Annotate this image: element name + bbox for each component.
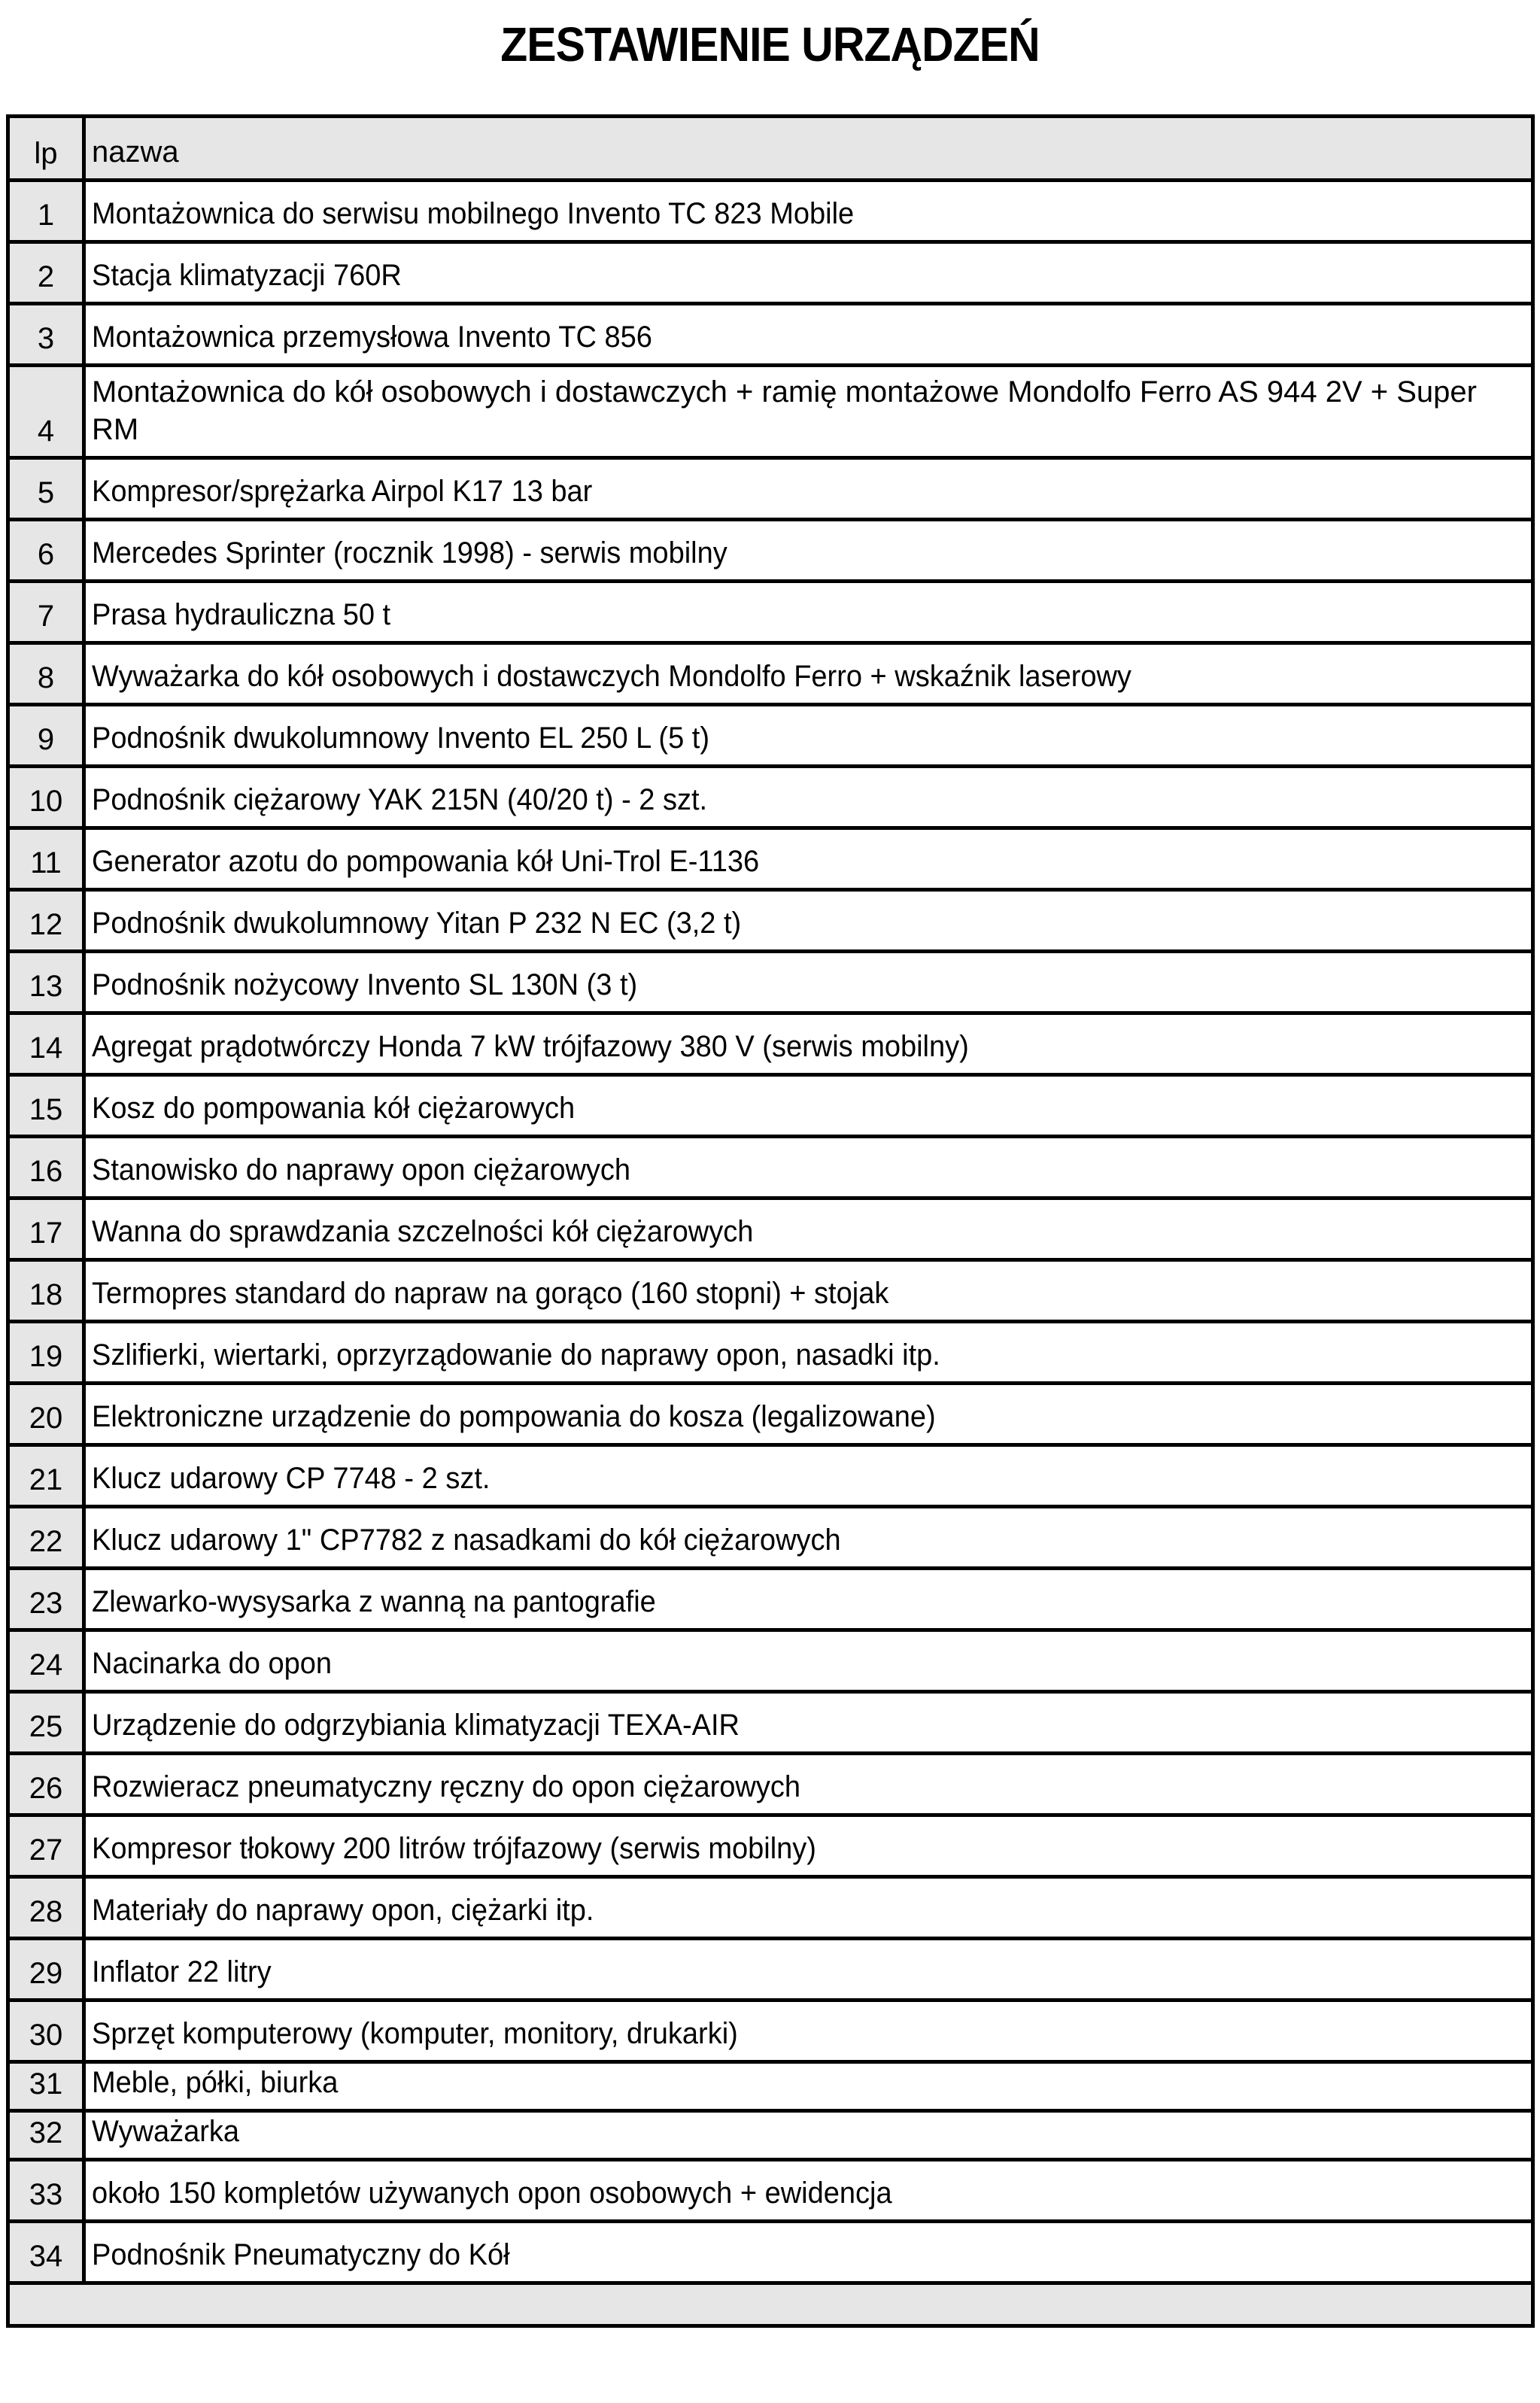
column-header-lp: lp: [8, 117, 84, 181]
equipment-table: [6, 114, 1535, 2328]
footer-cell: [8, 2283, 1533, 2326]
table-row: [8, 952, 1533, 1013]
table-row: [8, 1013, 1533, 1075]
row-name-cell: [84, 1507, 1533, 1569]
row-number: 10: [8, 767, 84, 828]
table-row: [8, 2111, 1533, 2160]
equipment-name: Podnośnik ciężarowy YAK 215N (40/20 t) - 2 szt.: [92, 783, 708, 816]
equipment-name: Termopres standard do napraw na gorąco (160 stopni) + stojak: [92, 1277, 889, 1310]
equipment-name: Wyważarka do kół osobowych i dostawczych Mondolfo Ferro + wskaźnik laserowy: [92, 660, 1131, 693]
row-name-cell: [84, 1137, 1533, 1198]
equipment-name: Urządzenie do odgrzybiania klimatyzacji TEXA-AIR: [92, 1709, 740, 1742]
document-title: ZESTAWIENIE URZĄDZEŃ: [500, 17, 1040, 71]
row-number: 17: [8, 1198, 84, 1260]
row-number: 25: [8, 1692, 84, 1754]
row-number: 23: [8, 1569, 84, 1630]
equipment-name: Podnośnik nożycowy Invento SL 130N (3 t): [92, 968, 638, 1001]
row-name-cell: [84, 1260, 1533, 1322]
equipment-name: Prasa hydrauliczna 50 t: [92, 598, 391, 631]
table-row: [8, 304, 1533, 366]
row-name-cell: [84, 1013, 1533, 1075]
row-name-cell: [84, 181, 1533, 242]
equipment-name: około 150 kompletów używanych opon osobowych + ewidencja: [92, 2177, 892, 2210]
equipment-name: Montażownica przemysłowa Invento TC 856: [92, 321, 652, 354]
table-row: [8, 242, 1533, 304]
row-name-cell: [84, 705, 1533, 767]
row-number: 7: [8, 582, 84, 643]
row-number: 6: [8, 520, 84, 582]
row-name-cell: [84, 2160, 1533, 2222]
row-name-cell: [84, 1939, 1533, 2000]
table-row: [8, 2222, 1533, 2283]
row-number: 29: [8, 1939, 84, 2000]
table-row: [8, 1754, 1533, 1815]
row-number: 13: [8, 952, 84, 1013]
row-name-cell: [84, 952, 1533, 1013]
table-row: [8, 767, 1533, 828]
row-number: 20: [8, 1384, 84, 1445]
equipment-name: Montażownica do serwisu mobilnego Invento TC 823 Mobile: [92, 197, 855, 230]
equipment-name: Szlifierki, wiertarki, oprzyrządowanie do naprawy opon, nasadki itp.: [92, 1338, 940, 1372]
equipment-name: Nacinarka do opon: [92, 1647, 332, 1680]
row-name-cell: [84, 1198, 1533, 1260]
row-number: 1: [8, 181, 84, 242]
table-row: [8, 643, 1533, 705]
table-footer-row: [8, 2283, 1533, 2326]
row-name-cell: [84, 1445, 1533, 1507]
table-row: [8, 582, 1533, 643]
row-number: 27: [8, 1815, 84, 1877]
table-row: [8, 1569, 1533, 1630]
table-row: [8, 1137, 1533, 1198]
row-number: 34: [8, 2222, 84, 2283]
table-row: [8, 2000, 1533, 2062]
equipment-name: Stacja klimatyzacji 760R: [92, 259, 402, 292]
row-number: 31: [8, 2062, 84, 2111]
equipment-name: Wanna do sprawdzania szczelności kół ciężarowych: [92, 1215, 754, 1248]
row-number: 33: [8, 2160, 84, 2222]
table-row: [8, 181, 1533, 242]
row-number: 3: [8, 304, 84, 366]
table-row: [8, 1507, 1533, 1569]
table-header-row: [8, 117, 1533, 181]
equipment-name: Podnośnik dwukolumnowy Yitan P 232 N EC (3,2 t): [92, 907, 742, 940]
row-number: 11: [8, 828, 84, 890]
row-number: 22: [8, 1507, 84, 1569]
equipment-name: Klucz udarowy 1" CP7782 z nasadkami do kół ciężarowych: [92, 1524, 841, 1557]
row-name-cell: [84, 1322, 1533, 1384]
table-row: [8, 458, 1533, 520]
table-row: [8, 705, 1533, 767]
table-row: [8, 828, 1533, 890]
row-number: 2: [8, 242, 84, 304]
row-name-cell: [84, 1384, 1533, 1445]
equipment-name: Zlewarko-wysysarka z wanną na pantografie: [92, 1585, 656, 1618]
table-row: [8, 520, 1533, 582]
row-name-cell: [84, 767, 1533, 828]
table-row: [8, 1815, 1533, 1877]
equipment-name: Podnośnik Pneumatyczny do Kół: [92, 2238, 510, 2271]
row-name-cell: [84, 2000, 1533, 2062]
row-number: 32: [8, 2111, 84, 2160]
equipment-name: Meble, półki, biurka: [92, 2066, 339, 2099]
table-row: [8, 890, 1533, 952]
table-row: [8, 1445, 1533, 1507]
row-name-cell: [84, 520, 1533, 582]
row-name-cell: [84, 366, 1533, 458]
table-row: [8, 2160, 1533, 2222]
equipment-name: Montażownica do kół osobowych i dostawczych + ramię montażowe Mondolfo Ferro AS 944 2V + Super RM: [92, 375, 1477, 446]
row-name-cell: [84, 304, 1533, 366]
equipment-name: Klucz udarowy CP 7748 - 2 szt.: [92, 1462, 491, 1495]
row-name-cell: [84, 582, 1533, 643]
row-name-cell: [84, 458, 1533, 520]
table-row: [8, 1939, 1533, 2000]
row-number: 5: [8, 458, 84, 520]
equipment-name: Kompresor/sprężarka Airpol K17 13 bar: [92, 475, 593, 508]
row-name-cell: [84, 1877, 1533, 1939]
row-number: 28: [8, 1877, 84, 1939]
equipment-name: Kompresor tłokowy 200 litrów trójfazowy (serwis mobilny): [92, 1832, 816, 1865]
row-name-cell: [84, 828, 1533, 890]
row-number: 4: [8, 366, 84, 458]
equipment-name: Materiały do naprawy opon, ciężarki itp.: [92, 1894, 594, 1927]
row-name-cell: [84, 890, 1533, 952]
equipment-name: Elektroniczne urządzenie do pompowania do kosza (legalizowane): [92, 1400, 936, 1433]
row-number: 30: [8, 2000, 84, 2062]
equipment-name: Wyważarka: [92, 2115, 240, 2148]
row-name-cell: [84, 1815, 1533, 1877]
row-name-cell: [84, 2111, 1533, 2160]
table-row: [8, 1630, 1533, 1692]
equipment-name: Generator azotu do pompowania kół Uni-Trol E-1136: [92, 845, 760, 878]
row-name-cell: [84, 2062, 1533, 2111]
row-number: 12: [8, 890, 84, 952]
table-row: [8, 366, 1533, 458]
row-name-cell: [84, 2222, 1533, 2283]
equipment-name: Rozwieracz pneumatyczny ręczny do opon ciężarowych: [92, 1770, 800, 1803]
equipment-name: Kosz do pompowania kół ciężarowych: [92, 1092, 576, 1125]
table-row: [8, 1692, 1533, 1754]
table-row: [8, 1260, 1533, 1322]
row-name-cell: [84, 643, 1533, 705]
table-row: [8, 1384, 1533, 1445]
row-name-cell: [84, 1692, 1533, 1754]
row-number: 8: [8, 643, 84, 705]
table-row: [8, 1075, 1533, 1137]
row-name-cell: [84, 1630, 1533, 1692]
row-number: 16: [8, 1137, 84, 1198]
equipment-name: Podnośnik dwukolumnowy Invento EL 250 L (5 t): [92, 722, 709, 755]
table-row: [8, 2062, 1533, 2111]
table-row: [8, 1322, 1533, 1384]
row-number: 14: [8, 1013, 84, 1075]
row-name-cell: [84, 1075, 1533, 1137]
row-number: 15: [8, 1075, 84, 1137]
row-number: 21: [8, 1445, 84, 1507]
equipment-name: Inflator 22 litry: [92, 1955, 272, 1988]
equipment-name: Stanowisko do naprawy opon ciężarowych: [92, 1153, 631, 1186]
row-number: 18: [8, 1260, 84, 1322]
equipment-name: Sprzęt komputerowy (komputer, monitory, drukarki): [92, 2017, 738, 2050]
row-name-cell: [84, 1754, 1533, 1815]
row-name-cell: [84, 1569, 1533, 1630]
table-row: [8, 1198, 1533, 1260]
column-header-name: nazwa: [84, 117, 1533, 181]
row-number: 26: [8, 1754, 84, 1815]
equipment-name: Mercedes Sprinter (rocznik 1998) - serwis mobilny: [92, 536, 727, 570]
row-number: 24: [8, 1630, 84, 1692]
row-name-cell: [84, 242, 1533, 304]
row-number: 9: [8, 705, 84, 767]
equipment-name: Agregat prądotwórczy Honda 7 kW trójfazowy 380 V (serwis mobilny): [92, 1030, 969, 1063]
table-row: [8, 1877, 1533, 1939]
row-number: 19: [8, 1322, 84, 1384]
